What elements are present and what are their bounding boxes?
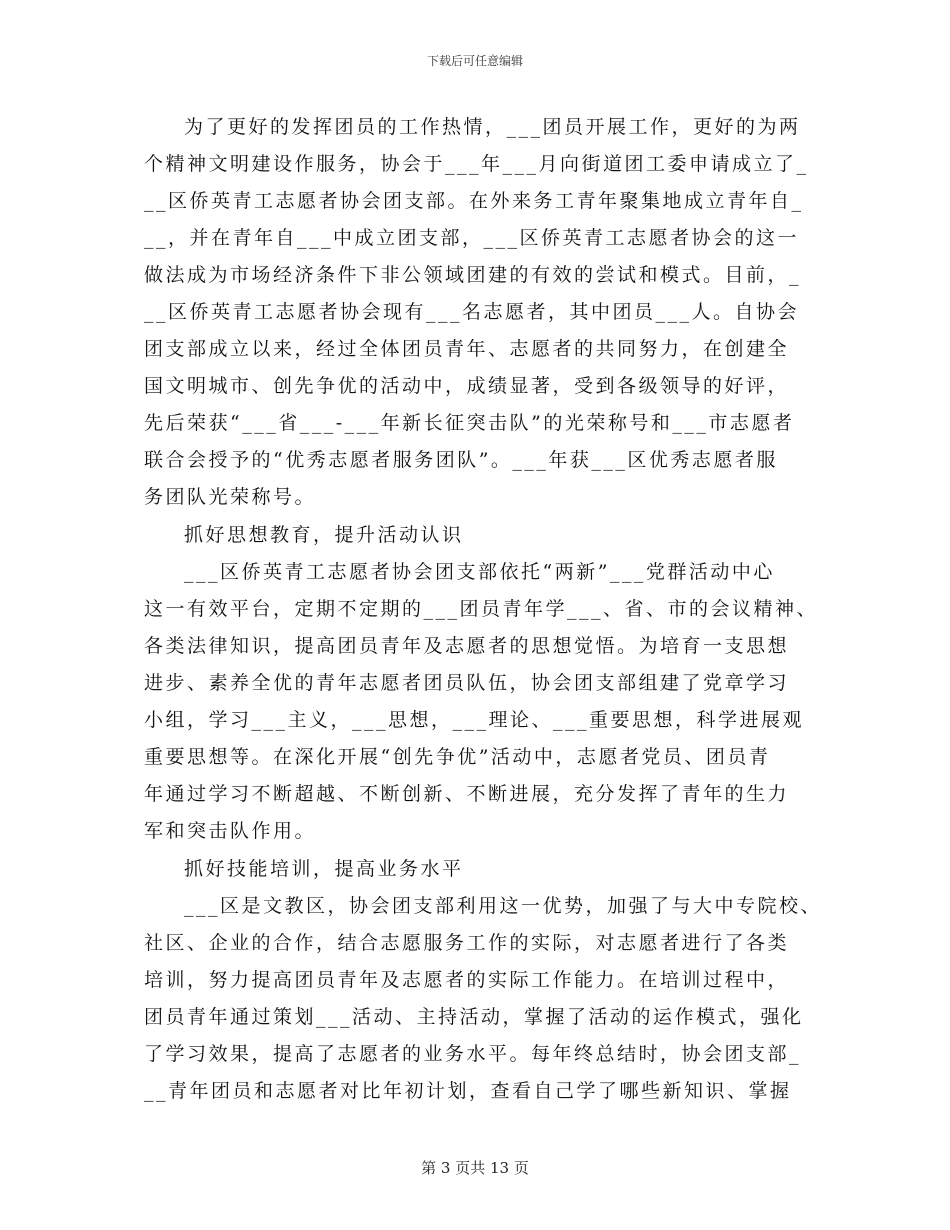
section-heading: 抓好思想教育，提升活动认识 xyxy=(184,524,464,546)
paragraph-line: 培训，努力提高团员青年及志愿者的实际工作能力。在培训过程中， xyxy=(144,969,790,991)
paragraph-line: 个精神文明建设作服务，协会于___年___月向街道团工委申请成立了_ xyxy=(144,153,809,175)
paragraph-line: 国文明城市、创先争优的活动中，成绩显著，受到各级领导的好评， xyxy=(144,375,790,397)
paragraph-line: 先后荣获“___省___-___年新长征突击队”的光荣称号和___市志愿者 xyxy=(144,412,795,434)
paragraph-line: 军和突击队作用。 xyxy=(144,820,317,842)
section-heading: 抓好技能培训，提高业务水平 xyxy=(184,858,464,880)
paragraph-line: __青年团员和志愿者对比年初计划，查看自己学了哪些新知识、掌握 xyxy=(144,1080,792,1102)
paragraph-line: __区侨英青工志愿者协会团支部。在外来务工青年聚集地成立青年自_ xyxy=(144,190,804,212)
page-footer: 第 3 页共 13 页 xyxy=(421,1159,529,1177)
paragraph-line: __区侨英青工志愿者协会现有___名志愿者，其中团员___人。自协会 xyxy=(144,301,800,323)
paragraph-line: 团支部成立以来，经过全体团员青年、志愿者的共同努力，在创建全 xyxy=(144,338,790,360)
paragraph-line: 年通过学习不断超越、不断创新、不断进展，充分发挥了青年的生力 xyxy=(144,783,790,805)
paragraph-line: 为了更好的发挥团员的工作热情，___团员开展工作，更好的为两 xyxy=(184,116,801,138)
paragraph-line: 联合会授予的“优秀志愿者服务团队”。___年获___区优秀志愿者服 xyxy=(144,449,778,471)
paragraph-line: 务团队光荣称号。 xyxy=(144,486,317,508)
paragraph-line: 社区、企业的合作，结合志愿服务工作的实际，对志愿者进行了各类 xyxy=(144,932,790,954)
paragraph-line: 重要思想等。在深化开展“创先争优”活动中，志愿者党员、团员青 xyxy=(144,746,771,768)
paragraph-line: ___区侨英青工志愿者协会团支部依托“两新”___党群活动中心 xyxy=(184,561,775,583)
paragraph-line: 团员青年通过策划___活动、主持活动，掌握了活动的运作模式，强化 xyxy=(144,1006,804,1028)
paragraph-line: 小组，学习___主义，___思想，___理论、___重要思想，科学进展观 xyxy=(144,709,805,731)
paragraph-line: 进步、素养全优的青年志愿者团员队伍，协会团支部组建了党章学习 xyxy=(144,672,790,694)
paragraph-line: ___区是文教区，协会团支部利用这一优势，加强了与大中专院校、 xyxy=(184,895,823,917)
paragraph-line: 这一有效平台，定期不定期的___团员青年学___、省、市的会议精神、 xyxy=(144,598,819,620)
paragraph-line: 各类法律知识，提高团员青年及志愿者的思想觉悟。为培育一支思想 xyxy=(144,635,790,657)
paragraph-line: 了学习效果，提高了志愿者的业务水平。每年终总结时，协会团支部_ xyxy=(144,1043,802,1065)
paragraph-line: __，并在青年自___中成立团支部，___区侨英青工志愿者协会的这一 xyxy=(144,227,800,249)
page-header: 下载后可任意编辑 xyxy=(426,54,523,68)
paragraph-line: 做法成为市场经济条件下非公领域团建的有效的尝试和模式。目前，_ xyxy=(144,264,802,286)
